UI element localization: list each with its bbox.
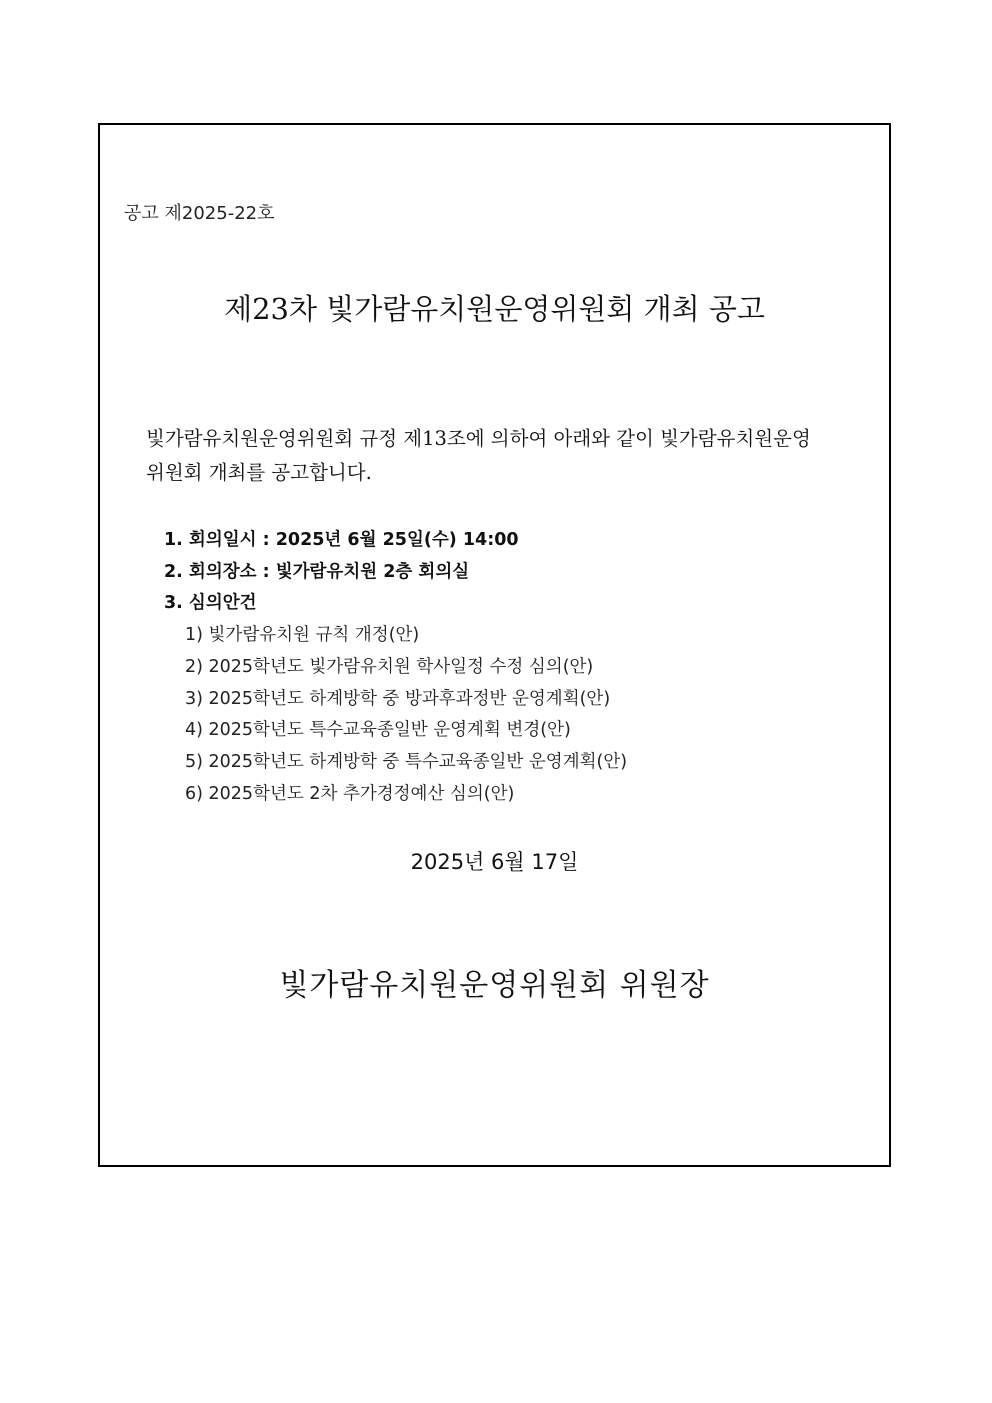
page-title: 제23차 빛가람유치원운영위원회 개최 공고: [224, 292, 765, 326]
intro-paragraph: [146, 422, 876, 490]
intro-line: 빛가람유치원운영위원회 규정 제13조에 의하여 아래와 같이 빛가람유치원운영: [146, 427, 811, 450]
signature: 빛가람유치원운영위원회 위원장: [279, 968, 710, 1003]
notice-date: 2025년 6월 17일: [410, 850, 579, 874]
agenda-item: 1) 빛가람유치원 규칙 개정(안): [185, 625, 420, 645]
meeting-datetime: 1. 회의일시 : 2025년 6월 25일(수) 14:00: [164, 530, 519, 550]
agenda-heading: 3. 심의안건: [164, 593, 257, 613]
meeting-location: 2. 회의장소 : 빛가람유치원 2층 회의실: [164, 561, 470, 582]
intro-line: 위원회 개최를 공고합니다.: [146, 461, 372, 484]
notice-number: 공고 제2025-22호: [124, 203, 275, 224]
agenda-item: 4) 2025학년도 특수교육종일반 운영계획 변경(안): [185, 720, 571, 741]
meeting-details: [164, 525, 519, 620]
agenda-item: 2) 2025학년도 빛가람유치원 학사일정 수정 심의(안): [185, 656, 594, 677]
agenda-item: 3) 2025학년도 하계방학 중 방과후과정반 운영계획(안): [185, 688, 611, 709]
agenda-list: [185, 620, 627, 811]
agenda-item: 5) 2025학년도 하계방학 중 특수교육종일반 운영계획(안): [185, 752, 628, 773]
agenda-item: 6) 2025학년도 2차 추가경정예산 심의(안): [185, 783, 515, 804]
